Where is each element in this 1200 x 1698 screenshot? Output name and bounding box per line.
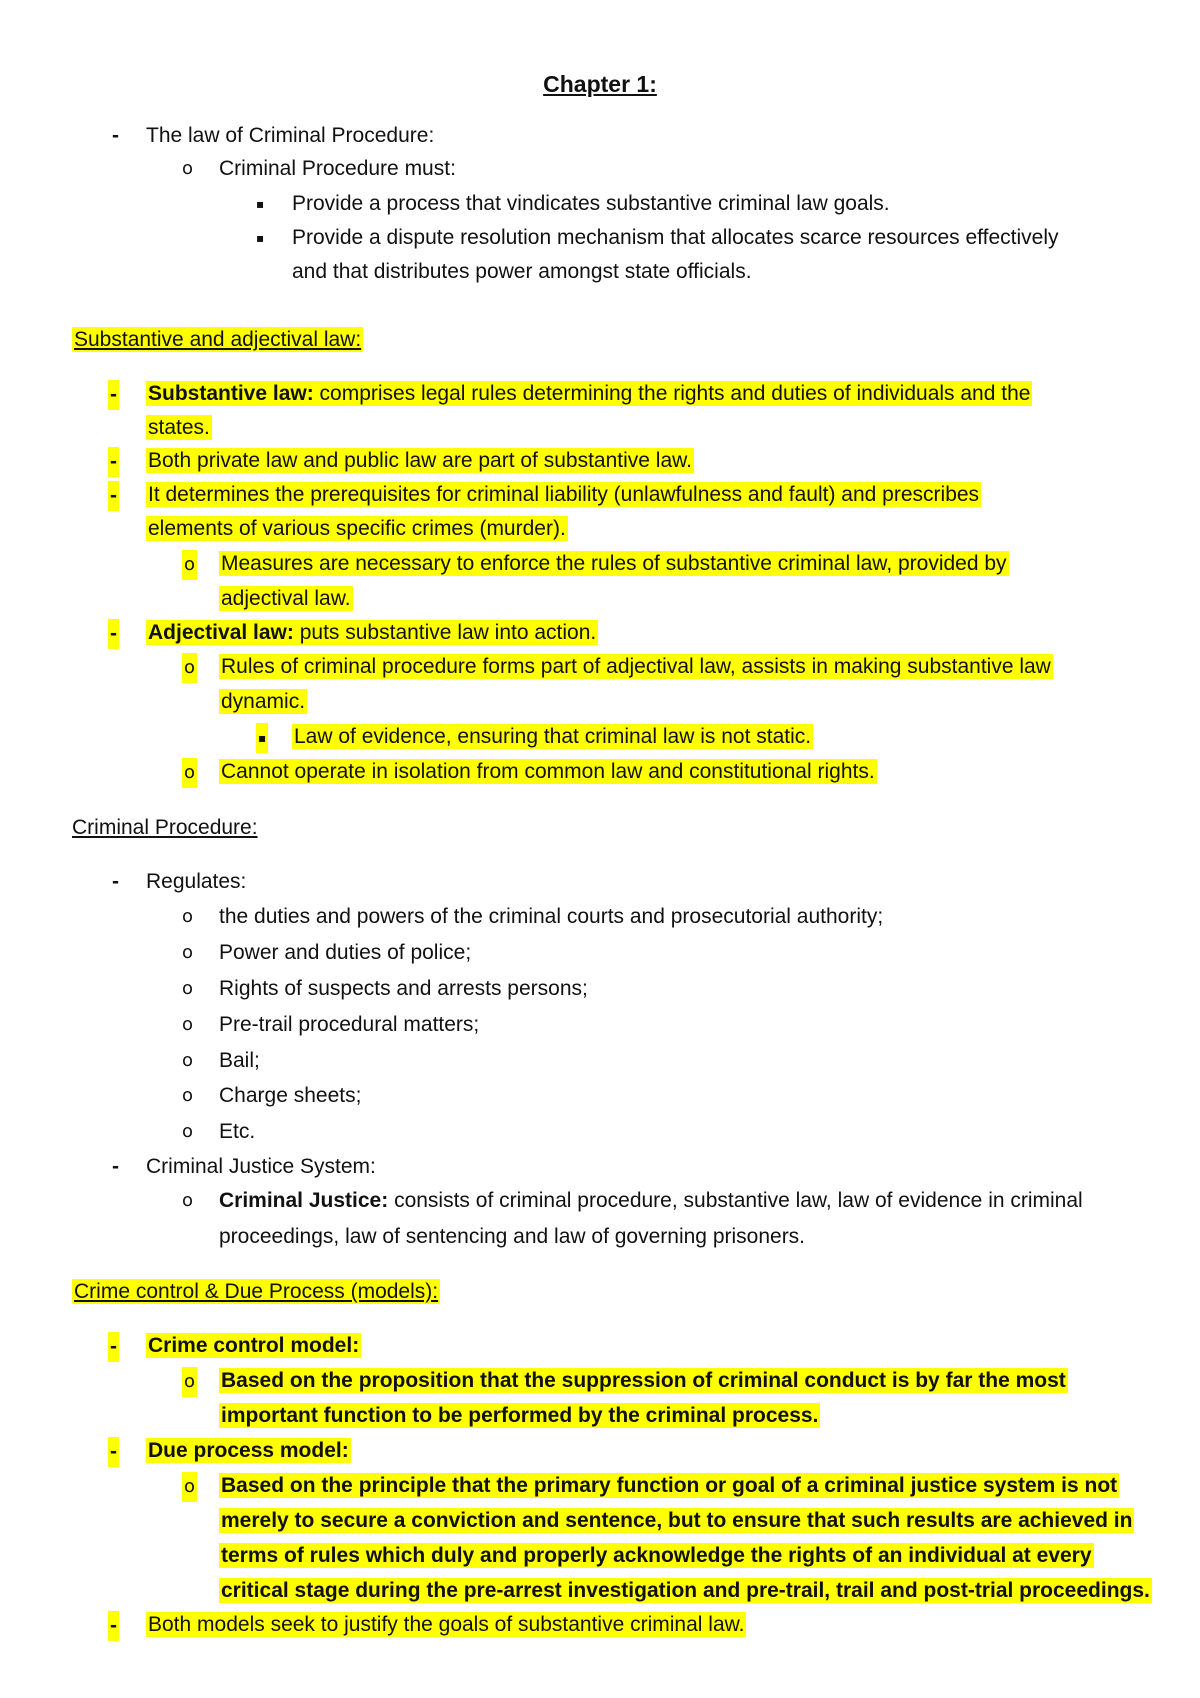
adjectival-law-def: Adjectival law: puts substantive law into action. <box>148 621 597 644</box>
dash-bullet: - <box>108 481 119 511</box>
due-process-desc: Based on the principle that the primary function or goal of a criminal justice system is not <box>221 1474 1118 1497</box>
adjectival-rules-cont: dynamic. <box>221 690 306 713</box>
list-item: Power and duties of police; <box>219 941 472 964</box>
intro-sub: Criminal Procedure must: <box>219 157 456 180</box>
page-title: Chapter 1: <box>543 71 657 97</box>
dash-bullet: - <box>108 380 119 410</box>
criminal-justice-def: Criminal Justice: consists of criminal procedure, substantive law, law of evidence in criminal <box>219 1189 1083 1212</box>
circle-bullet: o <box>182 906 194 927</box>
circle-bullet: o <box>182 653 197 683</box>
substantive-prerequisites-cont: elements of various specific crimes (murder). <box>148 517 566 540</box>
section-heading-models: Crime control & Due Process (models): <box>74 1280 439 1303</box>
list-item: Rights of suspects and arrests persons; <box>219 977 588 1000</box>
procedure-regulates: Regulates: <box>146 870 247 893</box>
crime-control-label: Crime control model: <box>148 1334 360 1357</box>
dash-bullet: - <box>108 447 119 477</box>
circle-bullet: o <box>182 158 194 179</box>
section-heading-procedure: Criminal Procedure: <box>72 816 258 839</box>
crime-control-desc-cont: important function to be performed by the criminal process. <box>221 1404 819 1427</box>
square-bullet: ▪ <box>256 197 265 211</box>
dash-bullet: - <box>112 870 119 893</box>
crime-control-desc: Based on the proposition that the suppression of criminal conduct is by far the most <box>221 1369 1066 1392</box>
circle-bullet: o <box>182 550 197 580</box>
circle-bullet: o <box>182 1472 197 1502</box>
circle-bullet: o <box>182 1121 194 1142</box>
dash-bullet: - <box>108 619 119 649</box>
list-item: Pre-trail procedural matters; <box>219 1013 480 1036</box>
procedure-cjs: Criminal Justice System: <box>146 1155 376 1178</box>
substantive-measures: Measures are necessary to enforce the rules of substantive criminal law, provided by <box>221 552 1007 575</box>
both-models: Both models seek to justify the goals of substantive criminal law. <box>148 1613 745 1636</box>
circle-bullet: o <box>182 1014 194 1035</box>
dash-bullet: - <box>108 1611 119 1641</box>
list-item: Charge sheets; <box>219 1084 362 1107</box>
substantive-measures-cont: adjectival law. <box>221 587 351 610</box>
list-item: Etc. <box>219 1120 256 1143</box>
dash-bullet: - <box>112 124 119 147</box>
substantive-law-def-cont: states. <box>148 416 210 439</box>
list-item: the duties and powers of the criminal courts and prosecutorial authority; <box>219 905 884 928</box>
substantive-private-public: Both private law and public law are part of substantive law. <box>148 449 692 472</box>
substantive-prerequisites: It determines the prerequisites for criminal liability (unlawfulness and fault) and prescribes <box>148 483 980 506</box>
due-process-label: Due process model: <box>148 1439 349 1462</box>
dash-bullet: - <box>108 1332 119 1362</box>
circle-bullet: o <box>182 942 194 963</box>
intro-point: Provide a dispute resolution mechanism that allocates scarce resources effectively <box>292 226 1059 249</box>
intro-item: The law of Criminal Procedure: <box>146 124 435 147</box>
square-bullet: ▪ <box>256 723 268 753</box>
due-process-desc-cont: critical stage during the pre-arrest investigation and pre-trail, trail and post-trial proceedings. <box>221 1579 1150 1602</box>
circle-bullet: o <box>182 1085 194 1106</box>
square-bullet: ▪ <box>256 231 265 245</box>
intro-point-cont: and that distributes power amongst state officials. <box>292 260 752 283</box>
due-process-desc-cont: terms of rules which duly and properly acknowledge the rights of an individual at every <box>221 1544 1092 1567</box>
circle-bullet: o <box>182 978 194 999</box>
dash-bullet: - <box>108 1437 119 1467</box>
circle-bullet: o <box>182 1190 194 1211</box>
adjectival-isolation: Cannot operate in isolation from common law and constitutional rights. <box>221 760 875 783</box>
circle-bullet: o <box>182 758 197 788</box>
adjectival-rules: Rules of criminal procedure forms part of adjectival law, assists in making substantive law <box>221 655 1051 678</box>
intro-point: Provide a process that vindicates substantive criminal law goals. <box>292 192 890 215</box>
due-process-desc-cont: merely to secure a conviction and sentence, but to ensure that such results are achieved in <box>221 1509 1133 1532</box>
dash-bullet: - <box>112 1155 119 1178</box>
circle-bullet: o <box>182 1367 197 1397</box>
substantive-law-def: Substantive law: comprises legal rules determining the rights and duties of individuals and the <box>148 382 1031 405</box>
adjectival-evidence: Law of evidence, ensuring that criminal law is not static. <box>294 725 812 748</box>
list-item: Bail; <box>219 1049 260 1072</box>
section-heading-substantive: Substantive and adjectival law: <box>74 328 362 351</box>
criminal-justice-def-cont: proceedings, law of sentencing and law of governing prisoners. <box>219 1225 806 1248</box>
circle-bullet: o <box>182 1050 194 1071</box>
